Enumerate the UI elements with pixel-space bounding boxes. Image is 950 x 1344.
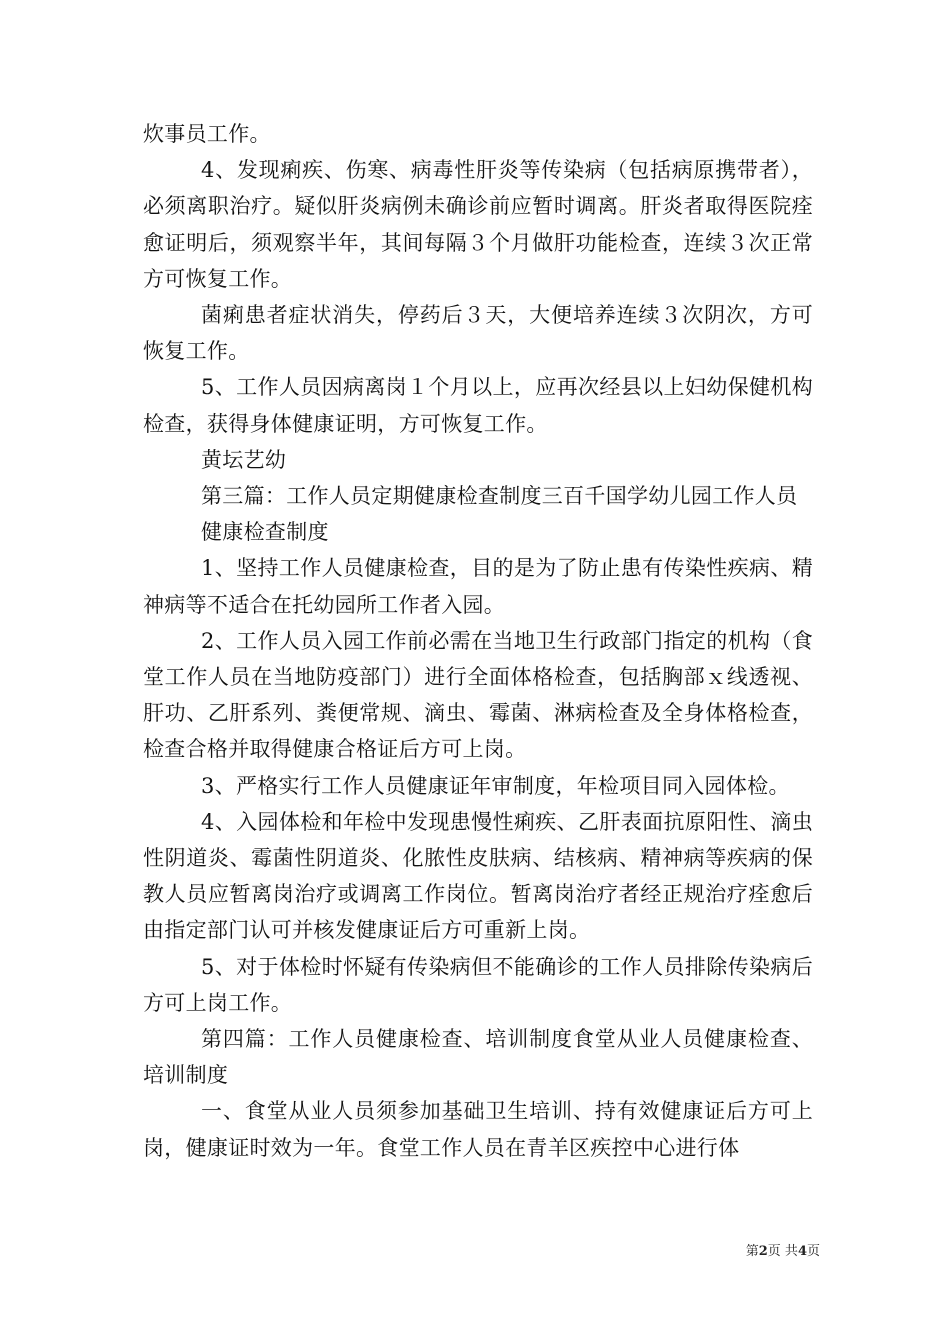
footer-total-pages: 4 bbox=[797, 1244, 807, 1259]
footer-page-number: 2 bbox=[758, 1244, 768, 1259]
paragraph-rule-1: 1、坚持工作人员健康检查，目的是为了防止患有传染性疾病、精神病等不适合在托幼园所工作者入园。 bbox=[143, 556, 813, 617]
paragraph-rule-2: 2、工作人员入园工作前必需在当地卫生行政部门指定的机构（食堂工作人员在当地防疫部门）进行全面体格检查，包括胸部ｘ线透视、肝功、乙肝系列、粪便常规、滴虫、霉菌、淋病检查及全身体格检查，检查合格并取得健康合格证后方可上岗。 bbox=[143, 628, 813, 762]
paragraph-rule-4: 4、入园体检和年检中发现患慢性痢疾、乙肝表面抗原阳性、滴虫性阴道炎、霉菌性阴道炎、化脓性皮肤病、结核病、精神病等疾病的保教人员应暂离岗治疗或调离工作岗位。暂离岗治疗者经正规治疗痊愈后由指定部门认可并核发健康证后方可重新上岗。 bbox=[143, 809, 813, 943]
paragraph-signature: 黄坛艺幼 bbox=[201, 447, 287, 472]
paragraph-item-5: 5、工作人员因病离岗１个月以上，应再次经县以上妇幼保健机构检查，获得身体健康证明，方可恢复工作。 bbox=[143, 375, 813, 436]
paragraph-rule-3: 3、严格实行工作人员健康证年审制度，年检项目同入园体检。 bbox=[201, 773, 790, 798]
paragraph-canteen-1: 一、食堂从业人员须参加基础卫生培训、持有效健康证后方可上岗，健康证时效为一年。食堂工作人员在青羊区疾控中心进行体 bbox=[143, 1099, 813, 1160]
paragraph-continuation: 炊事员工作。 bbox=[143, 122, 271, 146]
section-subtitle: 健康检查制度 bbox=[201, 520, 329, 545]
paragraph-dysentery: 菌痢患者症状消失，停药后３天，大便培养连续３次阴次，方可恢复工作。 bbox=[143, 303, 813, 364]
document-body bbox=[143, 116, 813, 1166]
page-number-footer bbox=[620, 1240, 820, 1259]
footer-suffix: 页 bbox=[806, 1244, 820, 1259]
footer-middle: 页 共 bbox=[767, 1244, 798, 1259]
section-heading-3: 第三篇：工作人员定期健康检查制度三百千国学幼儿园工作人员 bbox=[201, 484, 798, 509]
section-heading-4: 第四篇：工作人员健康检查、培训制度食堂从业人员健康检查、培训制度 bbox=[143, 1027, 813, 1088]
paragraph-item-4: 4、发现痢疾、伤寒、病毒性肝炎等传染病（包括病原携带者），必须离职治疗。疑似肝炎病例未确诊前应暂时调离。肝炎者取得医院痊愈证明后，须观察半年，其间每隔３个月做肝功能检查，连续３次正常方可恢复工作。 bbox=[143, 158, 813, 291]
footer-prefix: 第 bbox=[745, 1244, 759, 1259]
paragraph-rule-5: 5、对于体检时怀疑有传染病但不能确诊的工作人员排除传染病后方可上岗工作。 bbox=[143, 954, 813, 1015]
